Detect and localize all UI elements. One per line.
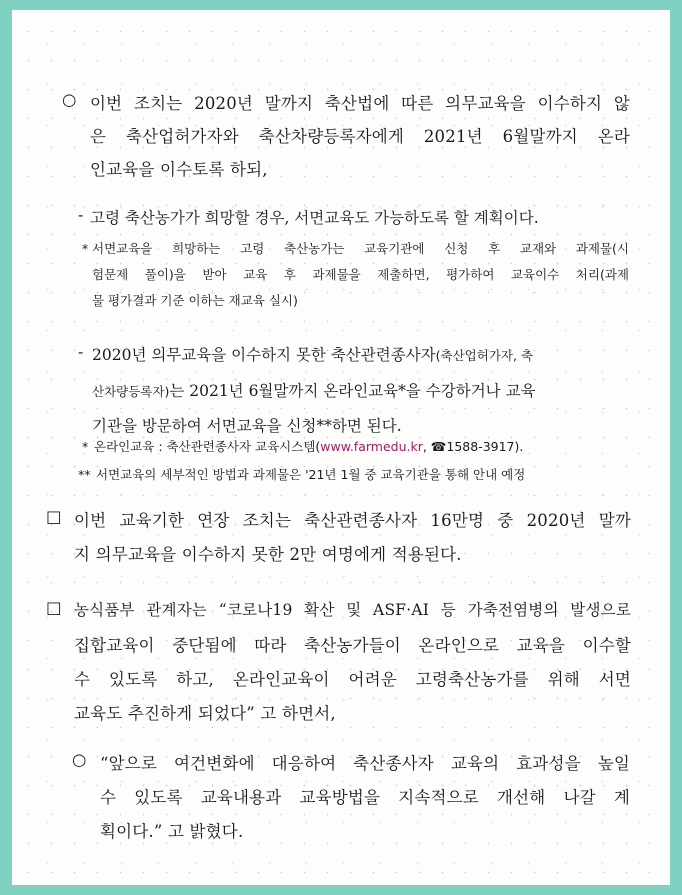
note-1-line-1: 서면교육을 희망하는 고령 축산농가는 교육기관에 신청 후 교재와 과제물(시 xyxy=(92,241,629,256)
paragraph-3-line-2: 집합교육이 중단됨에 따라 축산농가들이 온라인으로 교육을 이수할 xyxy=(74,636,631,655)
paragraph-4-line-3: 획이다.” 고 밝혔다. xyxy=(100,822,244,841)
farmedu-link[interactable]: www.farmedu.kr xyxy=(320,439,423,454)
sub-item-2-line-2: 산차량등록자)는 2021년 6월말까지 온라인교육*을 수강하거나 교육 xyxy=(92,382,536,400)
paragraph-1-line-1: 이번 조치는 2020년 말까지 축산법에 따른 의무교육을 이수하지 않 xyxy=(90,94,630,113)
asterisk-bullet: * xyxy=(82,241,89,256)
note-3-text: 서면교육의 세부적인 방법과 과제물은 '21년 1월 중 교육기관을 통해 안내 예정 xyxy=(96,467,526,482)
square-bullet: □ xyxy=(46,507,62,526)
note-1-line-3: 물 평가결과 기준 이하는 재교육 실시) xyxy=(92,293,298,308)
circle-bullet: ○ xyxy=(62,90,77,109)
document-page xyxy=(12,10,670,885)
dash-bullet: - xyxy=(78,206,84,224)
paragraph-3-line-1: 농식품부 관계자는 “코로나19 확산 및 ASF·AI 등 가축전염병의 발생으로 xyxy=(74,601,631,619)
paragraph-4-line-2: 수 있도록 교육내용과 교육방법을 지속적으로 개선해 나갈 계 xyxy=(100,788,630,807)
square-bullet: □ xyxy=(46,598,62,617)
paragraph-3-line-3: 수 있도록 하고, 온라인교육이 어려운 고령축산농가를 위해 서면 xyxy=(74,670,631,689)
note-2-text: 온라인교육 : 축산관련종사자 교육시스템(www.farmedu.kr, ☎1588-3917). xyxy=(94,439,524,454)
paragraph-2-line-2: 지 의무교육을 이수하지 못한 2만 여명에게 적용된다. xyxy=(74,545,462,564)
sub-item-2-line-1: 2020년 의무교육을 이수하지 못한 축산관련종사자(축산업허가자, 축 xyxy=(92,346,534,364)
paragraph-3-line-4: 교육도 추진하게 되었다” 고 하면서, xyxy=(74,704,336,723)
paragraph-1-line-2: 은 축산업허가자와 축산차량등록자에게 2021년 6월말까지 온라 xyxy=(90,127,630,146)
paragraph-2-line-1: 이번 교육기한 연장 조치는 축산관련종사자 16만명 중 2020년 말까 xyxy=(74,511,631,530)
double-asterisk-bullet: ** xyxy=(78,467,91,482)
asterisk-bullet: * xyxy=(82,439,89,454)
paragraph-4-line-1: “앞으로 여건변화에 대응하여 축산종사자 교육의 효과성을 높일 xyxy=(100,754,630,773)
paragraph-1-line-3: 인교육을 이수토록 하되, xyxy=(90,160,268,179)
sub-item-2-line-3: 기관을 방문하여 서면교육을 신청**하면 된다. xyxy=(92,417,402,435)
sub-item-1-text: 고령 축산농가가 희망할 경우, 서면교육도 가능하도록 할 계획이다. xyxy=(90,209,539,227)
circle-bullet: ○ xyxy=(72,750,87,769)
note-1-line-2: 험문제 풀이)을 받아 교육 후 과제물을 제출하면, 평가하여 교육이수 처리(과제 xyxy=(92,267,629,282)
dash-bullet: - xyxy=(78,343,84,361)
